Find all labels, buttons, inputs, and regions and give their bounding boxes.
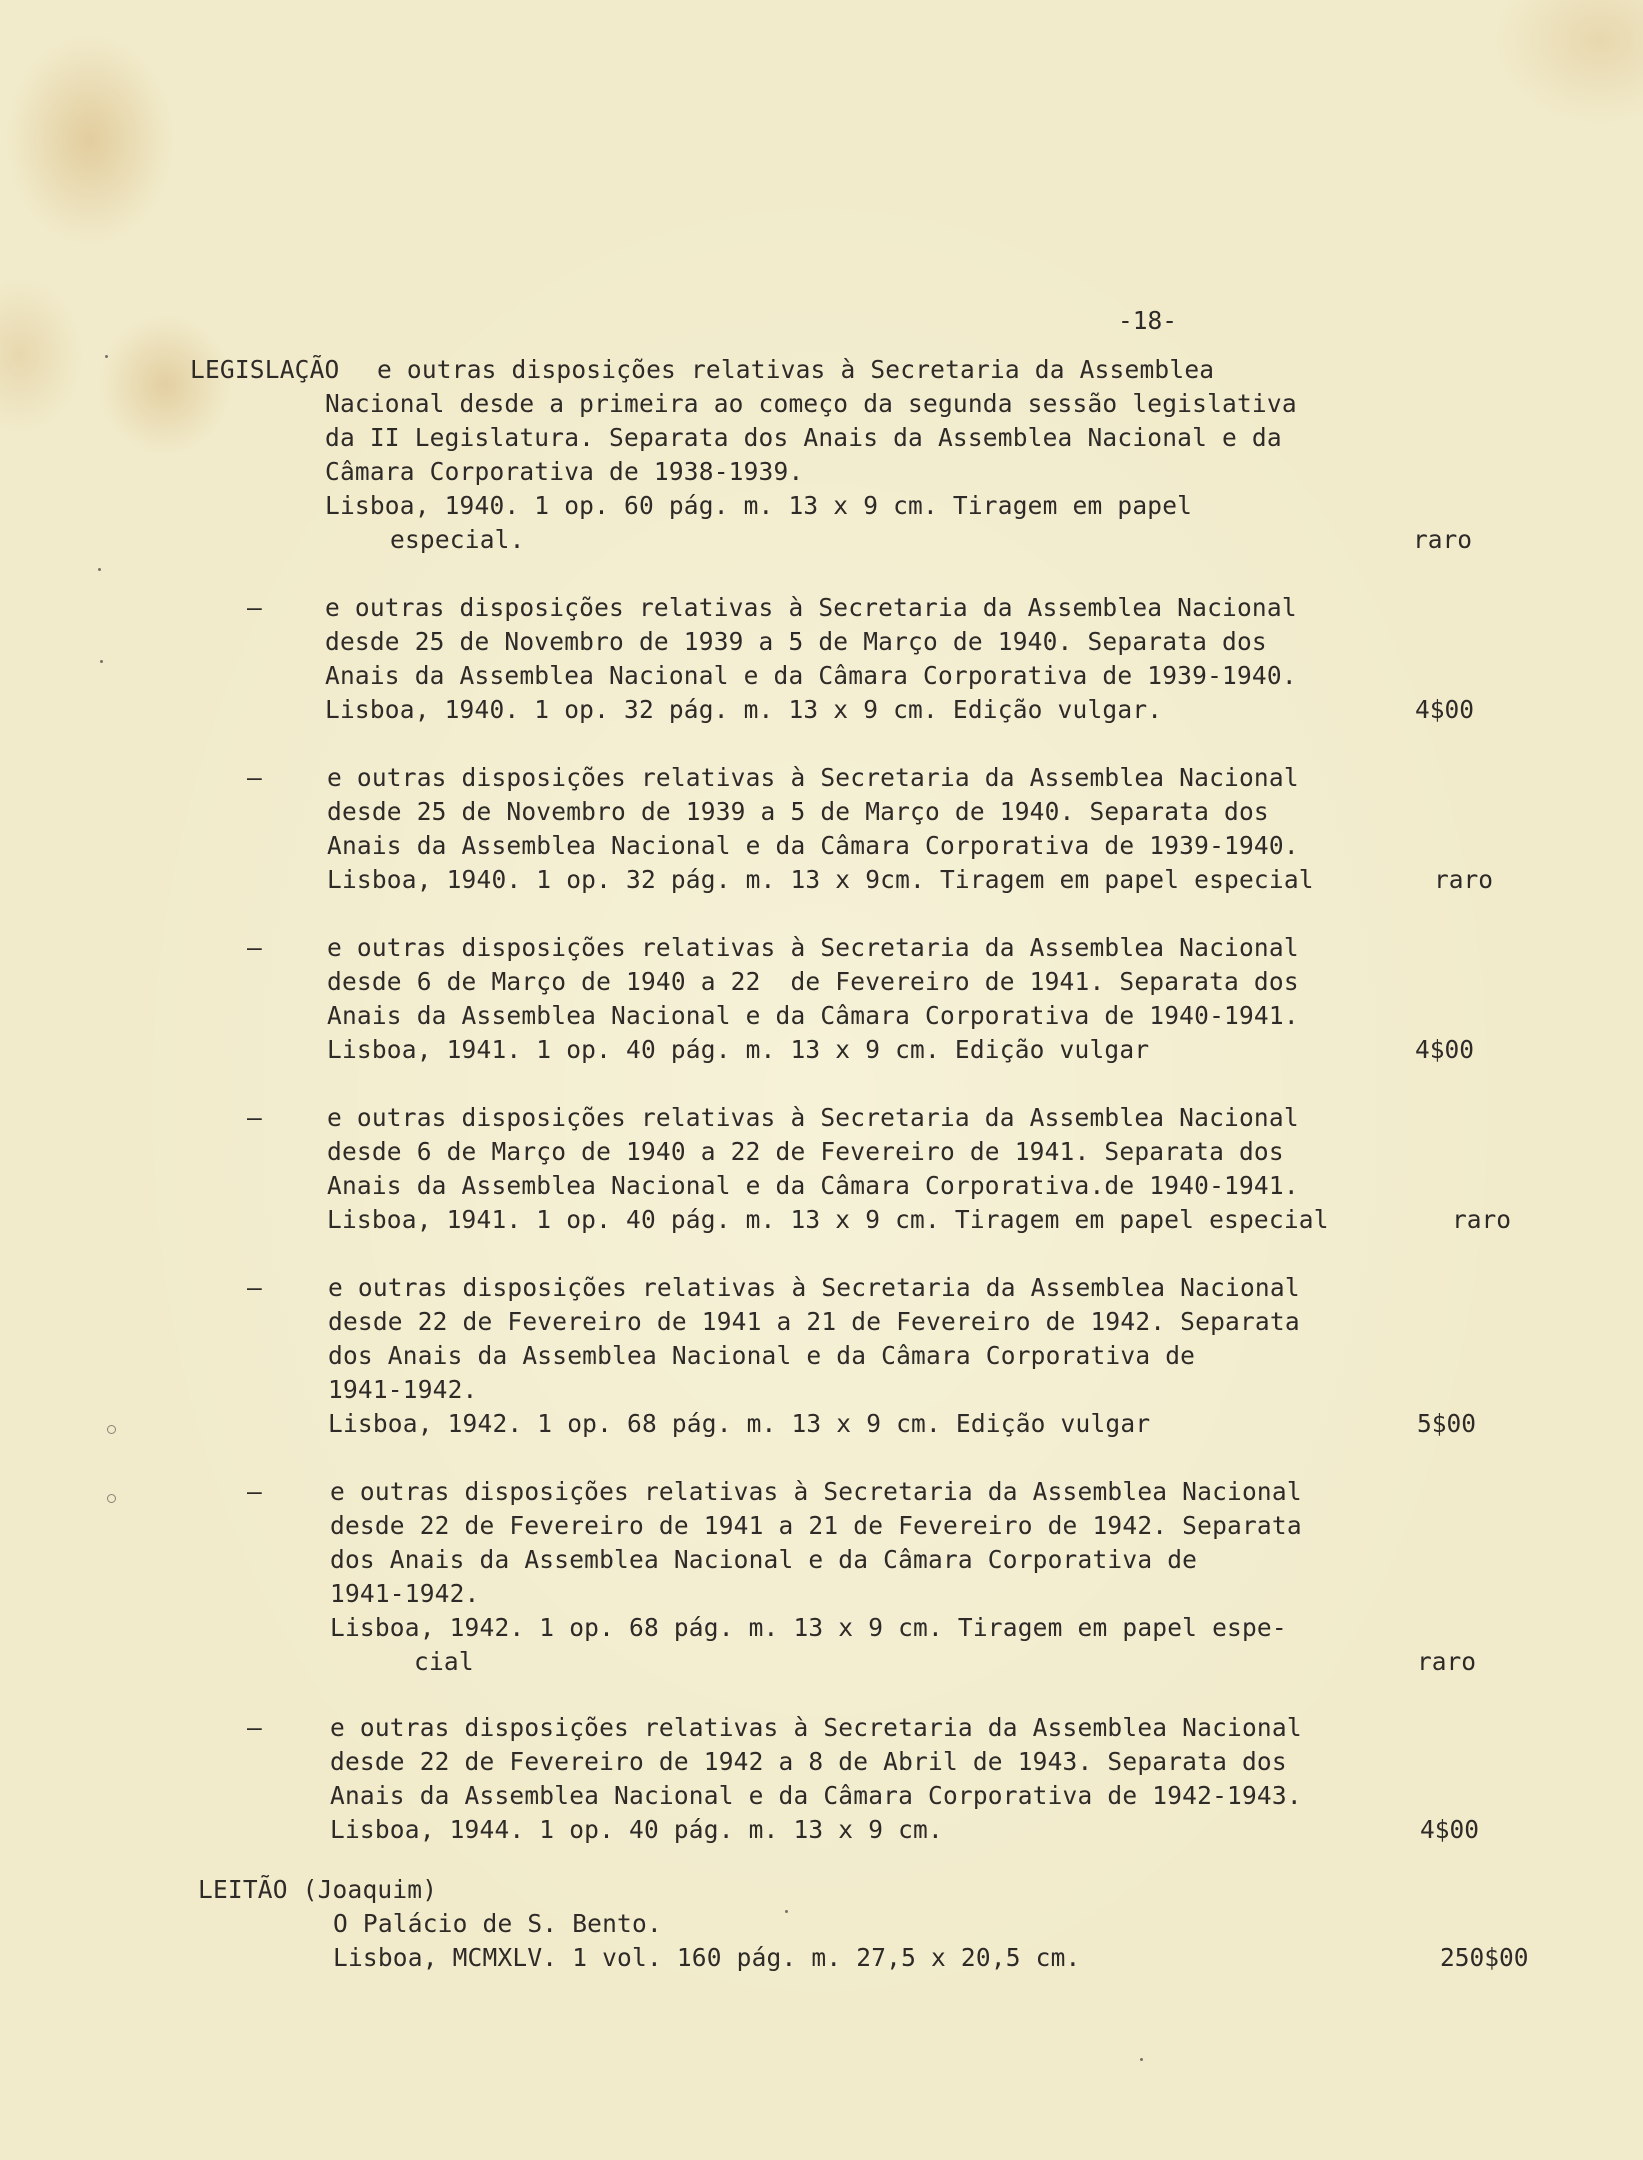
ditto-dash: – (247, 593, 262, 622)
entry-line: Nacional desde a primeira ao começo da segunda sessão legislativa (325, 389, 1297, 418)
price: raro (1417, 1647, 1477, 1676)
entry-line: e outras disposições relativas à Secretaria da Assemblea (377, 355, 1215, 384)
entry-line: desde 6 de Março de 1940 a 22 de Fevereiro de 1941. Separata dos (327, 967, 1299, 996)
price: raro (1434, 865, 1494, 894)
entry-line: 1941-1942. (330, 1579, 480, 1608)
ditto-dash: – (247, 763, 262, 792)
entry-line: e outras disposições relativas à Secretaria da Assemblea Nacional (325, 593, 1297, 622)
price: 4$00 (1415, 1035, 1475, 1064)
leitao-heading: LEITÃO (Joaquim) (198, 1875, 438, 1904)
entry-line: Anais da Assemblea Nacional e da Câmara Corporativa de 1939-1940. (327, 831, 1299, 860)
speck (100, 660, 103, 663)
entry-line: Anais da Assemblea Nacional e da Câmara Corporativa de 1940-1941. (327, 1001, 1299, 1030)
entry-line: Anais da Assemblea Nacional e da Câmara Corporativa de 1942-1943. (330, 1781, 1302, 1810)
entry-line: O Palácio de S. Bento. (333, 1909, 662, 1938)
binder-hole (107, 1494, 116, 1503)
speck (1140, 2058, 1143, 2061)
entry-line: Lisboa, MCMXLV. 1 vol. 160 pág. m. 27,5 x 20,5 cm. (333, 1943, 1081, 1972)
entry-line: cial (414, 1647, 474, 1676)
speck (105, 355, 108, 358)
ditto-dash: – (247, 1103, 262, 1132)
entry-line: e outras disposições relativas à Secretaria da Assemblea Nacional (327, 933, 1299, 962)
ditto-dash: – (247, 1477, 262, 1506)
entry-line: Câmara Corporativa de 1938-1939. (325, 457, 804, 486)
price: raro (1413, 525, 1473, 554)
page-number: -18- (1118, 306, 1178, 335)
entry-line: Lisboa, 1940. 1 op. 32 pág. m. 13 x 9cm. Tiragem em papel especial (327, 865, 1314, 894)
entry-line: Lisboa, 1941. 1 op. 40 pág. m. 13 x 9 cm. Edição vulgar (327, 1035, 1150, 1064)
entry-line: Anais da Assemblea Nacional e da Câmara Corporativa de 1939-1940. (325, 661, 1297, 690)
entry-line: desde 6 de Março de 1940 a 22 de Fevereiro de 1941. Separata dos (327, 1137, 1284, 1166)
ditto-dash: – (247, 1713, 262, 1742)
speck (98, 568, 101, 571)
entry-line: desde 22 de Fevereiro de 1941 a 21 de Fevereiro de 1942. Separata (328, 1307, 1300, 1336)
entry-line: e outras disposições relativas à Secretaria da Assemblea Nacional (330, 1477, 1302, 1506)
entry-line: desde 22 de Fevereiro de 1941 a 21 de Fevereiro de 1942. Separata (330, 1511, 1302, 1540)
entry-line: Anais da Assemblea Nacional e da Câmara Corporativa.de 1940-1941. (327, 1171, 1299, 1200)
entry-line: Lisboa, 1942. 1 op. 68 pág. m. 13 x 9 cm. Tiragem em papel espe- (330, 1613, 1287, 1642)
entry-line: e outras disposições relativas à Secretaria da Assemblea Nacional (330, 1713, 1302, 1742)
entry-line: especial. (390, 525, 525, 554)
entry-line: e outras disposições relativas à Secretaria da Assemblea Nacional (327, 1103, 1299, 1132)
entry-line: desde 25 de Novembro de 1939 a 5 de Março de 1940. Separata dos (327, 797, 1269, 826)
entry-line: dos Anais da Assemblea Nacional e da Câmara Corporativa de (330, 1545, 1198, 1574)
entry-line: Lisboa, 1942. 1 op. 68 pág. m. 13 x 9 cm. Edição vulgar (328, 1409, 1151, 1438)
price: 5$00 (1417, 1409, 1477, 1438)
entry-line: Lisboa, 1940. 1 op. 32 pág. m. 13 x 9 cm. Edição vulgar. (325, 695, 1163, 724)
entry-line: dos Anais da Assemblea Nacional e da Câmara Corporativa de (328, 1341, 1196, 1370)
price: raro (1452, 1205, 1512, 1234)
ditto-dash: – (247, 933, 262, 962)
price: 250$00 (1440, 1943, 1529, 1972)
entry-line: desde 25 de Novembro de 1939 a 5 de Março de 1940. Separata dos (325, 627, 1267, 656)
entry-line: desde 22 de Fevereiro de 1942 a 8 de Abril de 1943. Separata dos (330, 1747, 1287, 1776)
entry-line: Lisboa, 1940. 1 op. 60 pág. m. 13 x 9 cm. Tiragem em papel (325, 491, 1193, 520)
entry-line: Lisboa, 1944. 1 op. 40 pág. m. 13 x 9 cm. (330, 1815, 943, 1844)
entry-line: 1941-1942. (328, 1375, 478, 1404)
speck (785, 1910, 788, 1913)
ditto-dash: – (247, 1273, 262, 1302)
binder-hole (107, 1425, 116, 1434)
legislacao-heading: LEGISLAÇÃO (190, 355, 340, 384)
price: 4$00 (1420, 1815, 1480, 1844)
entry-line: e outras disposições relativas à Secretaria da Assemblea Nacional (328, 1273, 1300, 1302)
entry-line: e outras disposições relativas à Secretaria da Assemblea Nacional (327, 763, 1299, 792)
price: 4$00 (1415, 695, 1475, 724)
entry-line: Lisboa, 1941. 1 op. 40 pág. m. 13 x 9 cm. Tiragem em papel especial (327, 1205, 1329, 1234)
entry-line: da II Legislatura. Separata dos Anais da Assemblea Nacional e da (325, 423, 1282, 452)
